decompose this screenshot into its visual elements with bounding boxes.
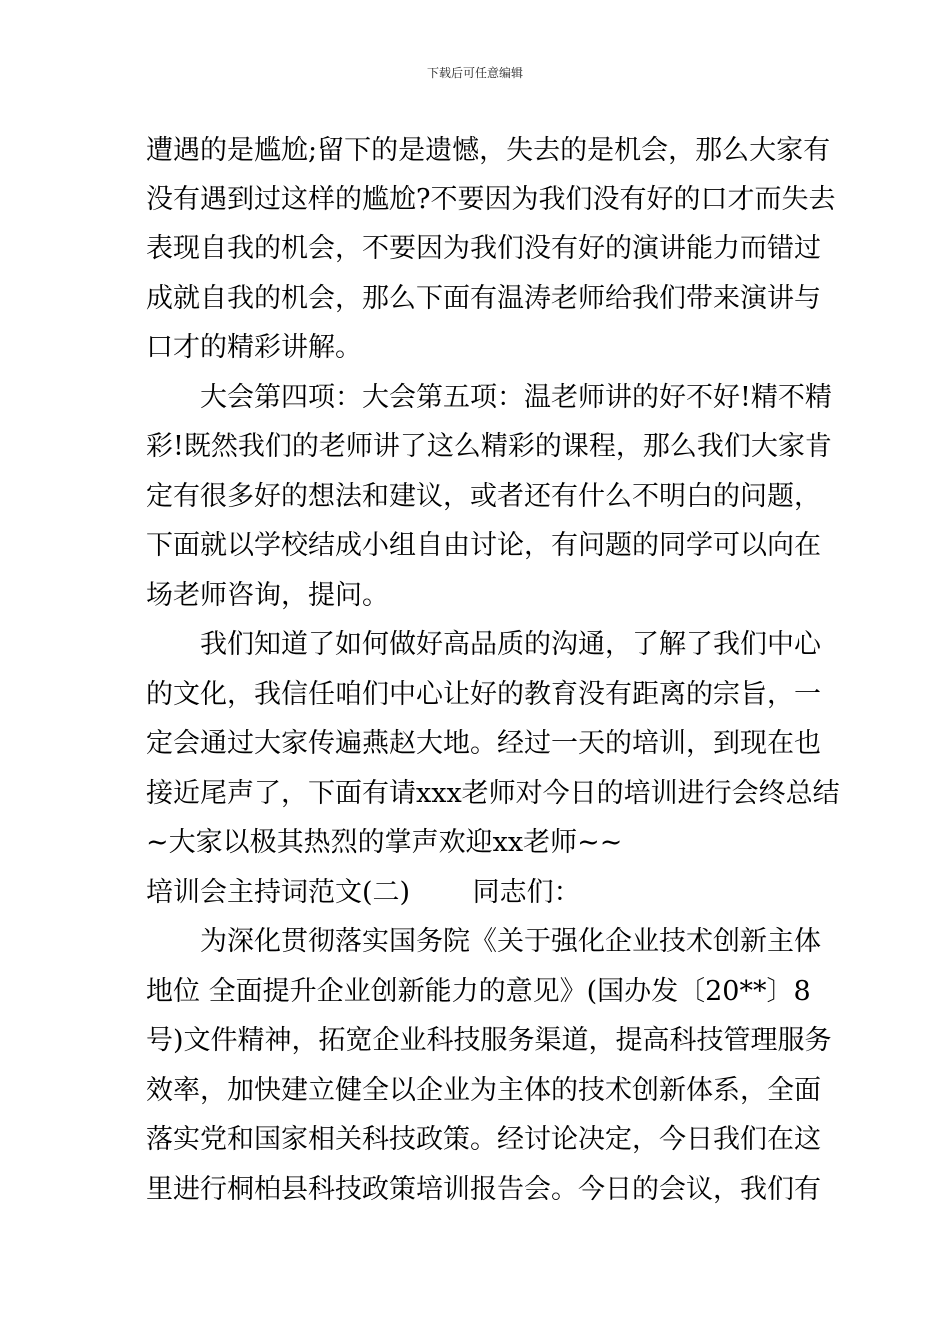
- text-line: 表现自我的机会，不要因为我们没有好的演讲能力而错过: [146, 233, 821, 264]
- text-line: 接近尾声了，下面有请xxx老师对今日的培训进行会终总结: [146, 778, 840, 809]
- text-line: 落实党和国家相关科技政策。经讨论决定，今日我们在这: [146, 1124, 821, 1155]
- section-heading: 培训会主持词范文(二) 同志们：: [146, 877, 581, 908]
- text-line: 成就自我的机会，那么下面有温涛老师给我们带来演讲与: [146, 283, 821, 314]
- text-line: 彩!既然我们的老师讲了这么精彩的课程，那么我们大家肯: [146, 431, 832, 462]
- text-line: 定有很多好的想法和建议，或者还有什么不明白的问题，: [146, 481, 821, 512]
- text-line: 我们知道了如何做好高品质的沟通，了解了我们中心: [146, 629, 821, 660]
- text-line: 场老师咨询，提问。: [146, 580, 389, 611]
- text-line: 效率，加快建立健全以企业为主体的技术创新体系，全面: [146, 1075, 821, 1106]
- text-line: 地位 全面提升企业创新能力的意见》(国办发〔20**〕8: [146, 976, 811, 1007]
- text-line: 为深化贯彻落实国务院《关于强化企业技术创新主体: [146, 926, 821, 957]
- page-header: 下载后可任意编辑: [426, 66, 523, 80]
- text-line: 遭遇的是尴尬;留下的是遗憾，失去的是机会，那么大家有: [146, 135, 831, 166]
- text-line: 大会第四项：大会第五项：温老师讲的好不好!精不精: [146, 382, 832, 413]
- text-line: 里进行桐柏县科技政策培训报告会。今日的会议，我们有: [146, 1174, 821, 1205]
- text-line: 号)文件精神，拓宽企业科技服务渠道，提高科技管理服务: [146, 1025, 832, 1056]
- text-line: 口才的精彩讲解。: [146, 332, 362, 363]
- text-line: 的文化，我信任咱们中心让好的教育没有距离的宗旨，一: [146, 679, 821, 710]
- text-line: 下面就以学校结成小组自由讨论，有问题的同学可以向在: [146, 530, 821, 561]
- text-line: 没有遇到过这样的尴尬?不要因为我们没有好的口才而失去: [146, 184, 836, 215]
- text-line: ~大家以极其热烈的掌声欢迎xx老师~~: [146, 827, 623, 858]
- text-line: 定会通过大家传遍燕赵大地。经过一天的培训，到现在也: [146, 728, 821, 759]
